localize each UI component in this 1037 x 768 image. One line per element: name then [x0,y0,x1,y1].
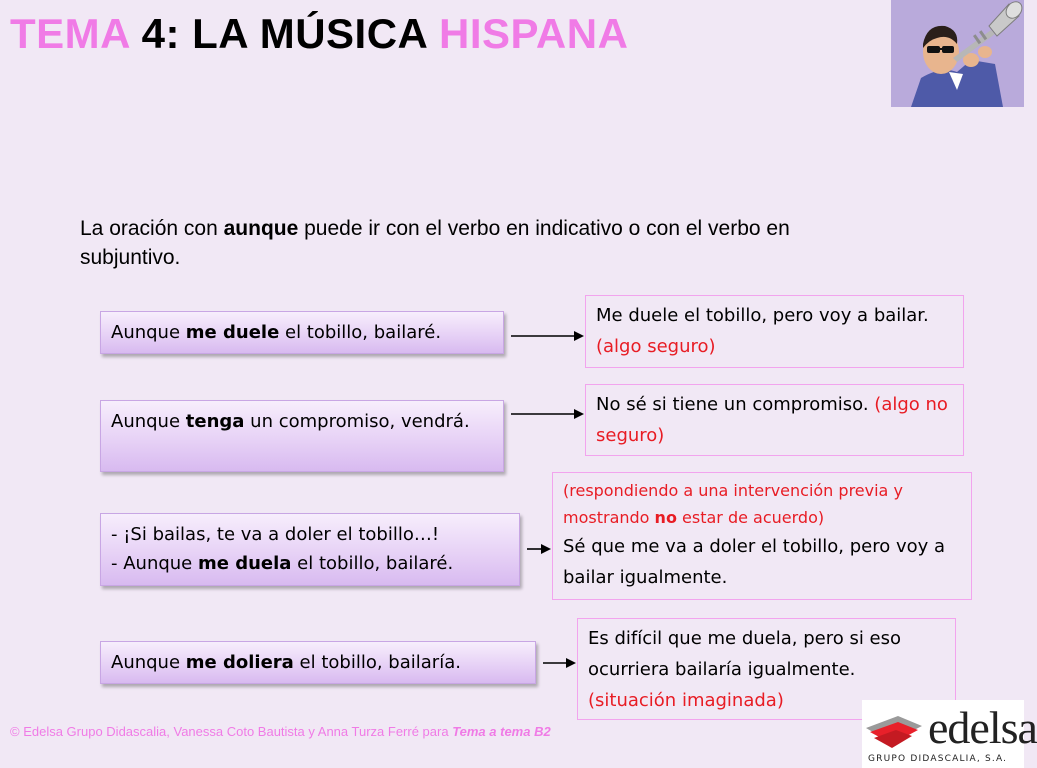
copyright-footer [10,724,551,739]
page-title [10,10,628,58]
footer-text: © Edelsa Grupo Didascalia, Vanessa Coto Bautista y Anna Turza Ferré para [10,724,453,739]
example-2-explanation [585,384,964,456]
example-2-sentence [100,400,504,472]
example-3-text-a: - Aunque [111,553,198,574]
example-3-note-no: no [654,508,677,527]
example-3-note-a: (respondiendo a una intervención previa y mostrando [563,481,903,527]
title-main: 4: LA MÚSICA [129,10,439,57]
example-1-verb: me duele [185,322,280,343]
example-2-text-a: Aunque [111,411,186,432]
example-4-verb: me doliera [185,652,294,673]
example-1-text-a: Aunque [111,322,186,343]
edelsa-logo-word: edelsa [928,702,1037,753]
example-3-dialogue [100,513,520,586]
intro-before: La oración con [80,217,224,240]
intro-after: puede ir con el verbo en indicativo o con el verbo en subjuntivo. [80,217,790,269]
example-2-explanation-text: No sé si tiene un compromiso. [596,394,875,415]
example-1-arrow [510,329,585,343]
title-hispana: HISPANA [439,10,629,57]
trumpet-player-image [891,0,1024,107]
example-1-explanation [585,295,964,368]
example-2-text-c: un compromiso, vendrá. [244,411,470,432]
example-4-explanation-text: Es difícil que me duela, pero si eso ocurriera bailaría igualmente. [588,628,902,680]
example-4-arrow [542,656,577,670]
edelsa-logo-mark-icon [864,708,926,752]
example-4-text-c: el tobillo, bailaría. [293,652,461,673]
example-3-explanation [552,472,972,600]
example-3-note [563,477,961,531]
example-1-text-c: el tobillo, bailaré. [279,322,442,343]
example-2-note: (algo no seguro) [596,394,948,446]
edelsa-logo [862,700,1037,768]
example-4-text-a: Aunque [111,652,186,673]
title-tema: TEMA [10,10,130,57]
example-4-note: (situación imaginada) [588,690,784,711]
example-3-note-c: estar de acuerdo) [676,508,825,527]
example-1-sentence [100,311,504,354]
example-3-verb: me duela [197,553,292,574]
footer-book-title: Tema a tema B2 [452,724,551,739]
example-3-arrow [526,542,552,556]
intro-text [80,214,880,272]
edelsa-logo-subtitle: GRUPO DIDASCALIA, S.A. [868,754,1008,764]
example-3-explanation-text: Sé que me va a doler el tobillo, pero voy a bailar igualmente. [563,536,946,588]
intro-bold: aunque [223,217,299,240]
example-1-note: (algo seguro) [596,336,716,357]
example-4-sentence [100,641,536,684]
example-2-verb: tenga [185,411,245,432]
trumpet-player-illustration [891,0,1024,107]
example-2-arrow [510,407,585,421]
example-3-line-1: - ¡Si bailas, te va a doler el tobillo…! [111,524,440,545]
example-3-line-2 [111,549,509,578]
example-3-text-c: el tobillo, bailaré. [291,553,454,574]
example-1-explanation-text: Me duele el tobillo, pero voy a bailar. [596,305,929,326]
